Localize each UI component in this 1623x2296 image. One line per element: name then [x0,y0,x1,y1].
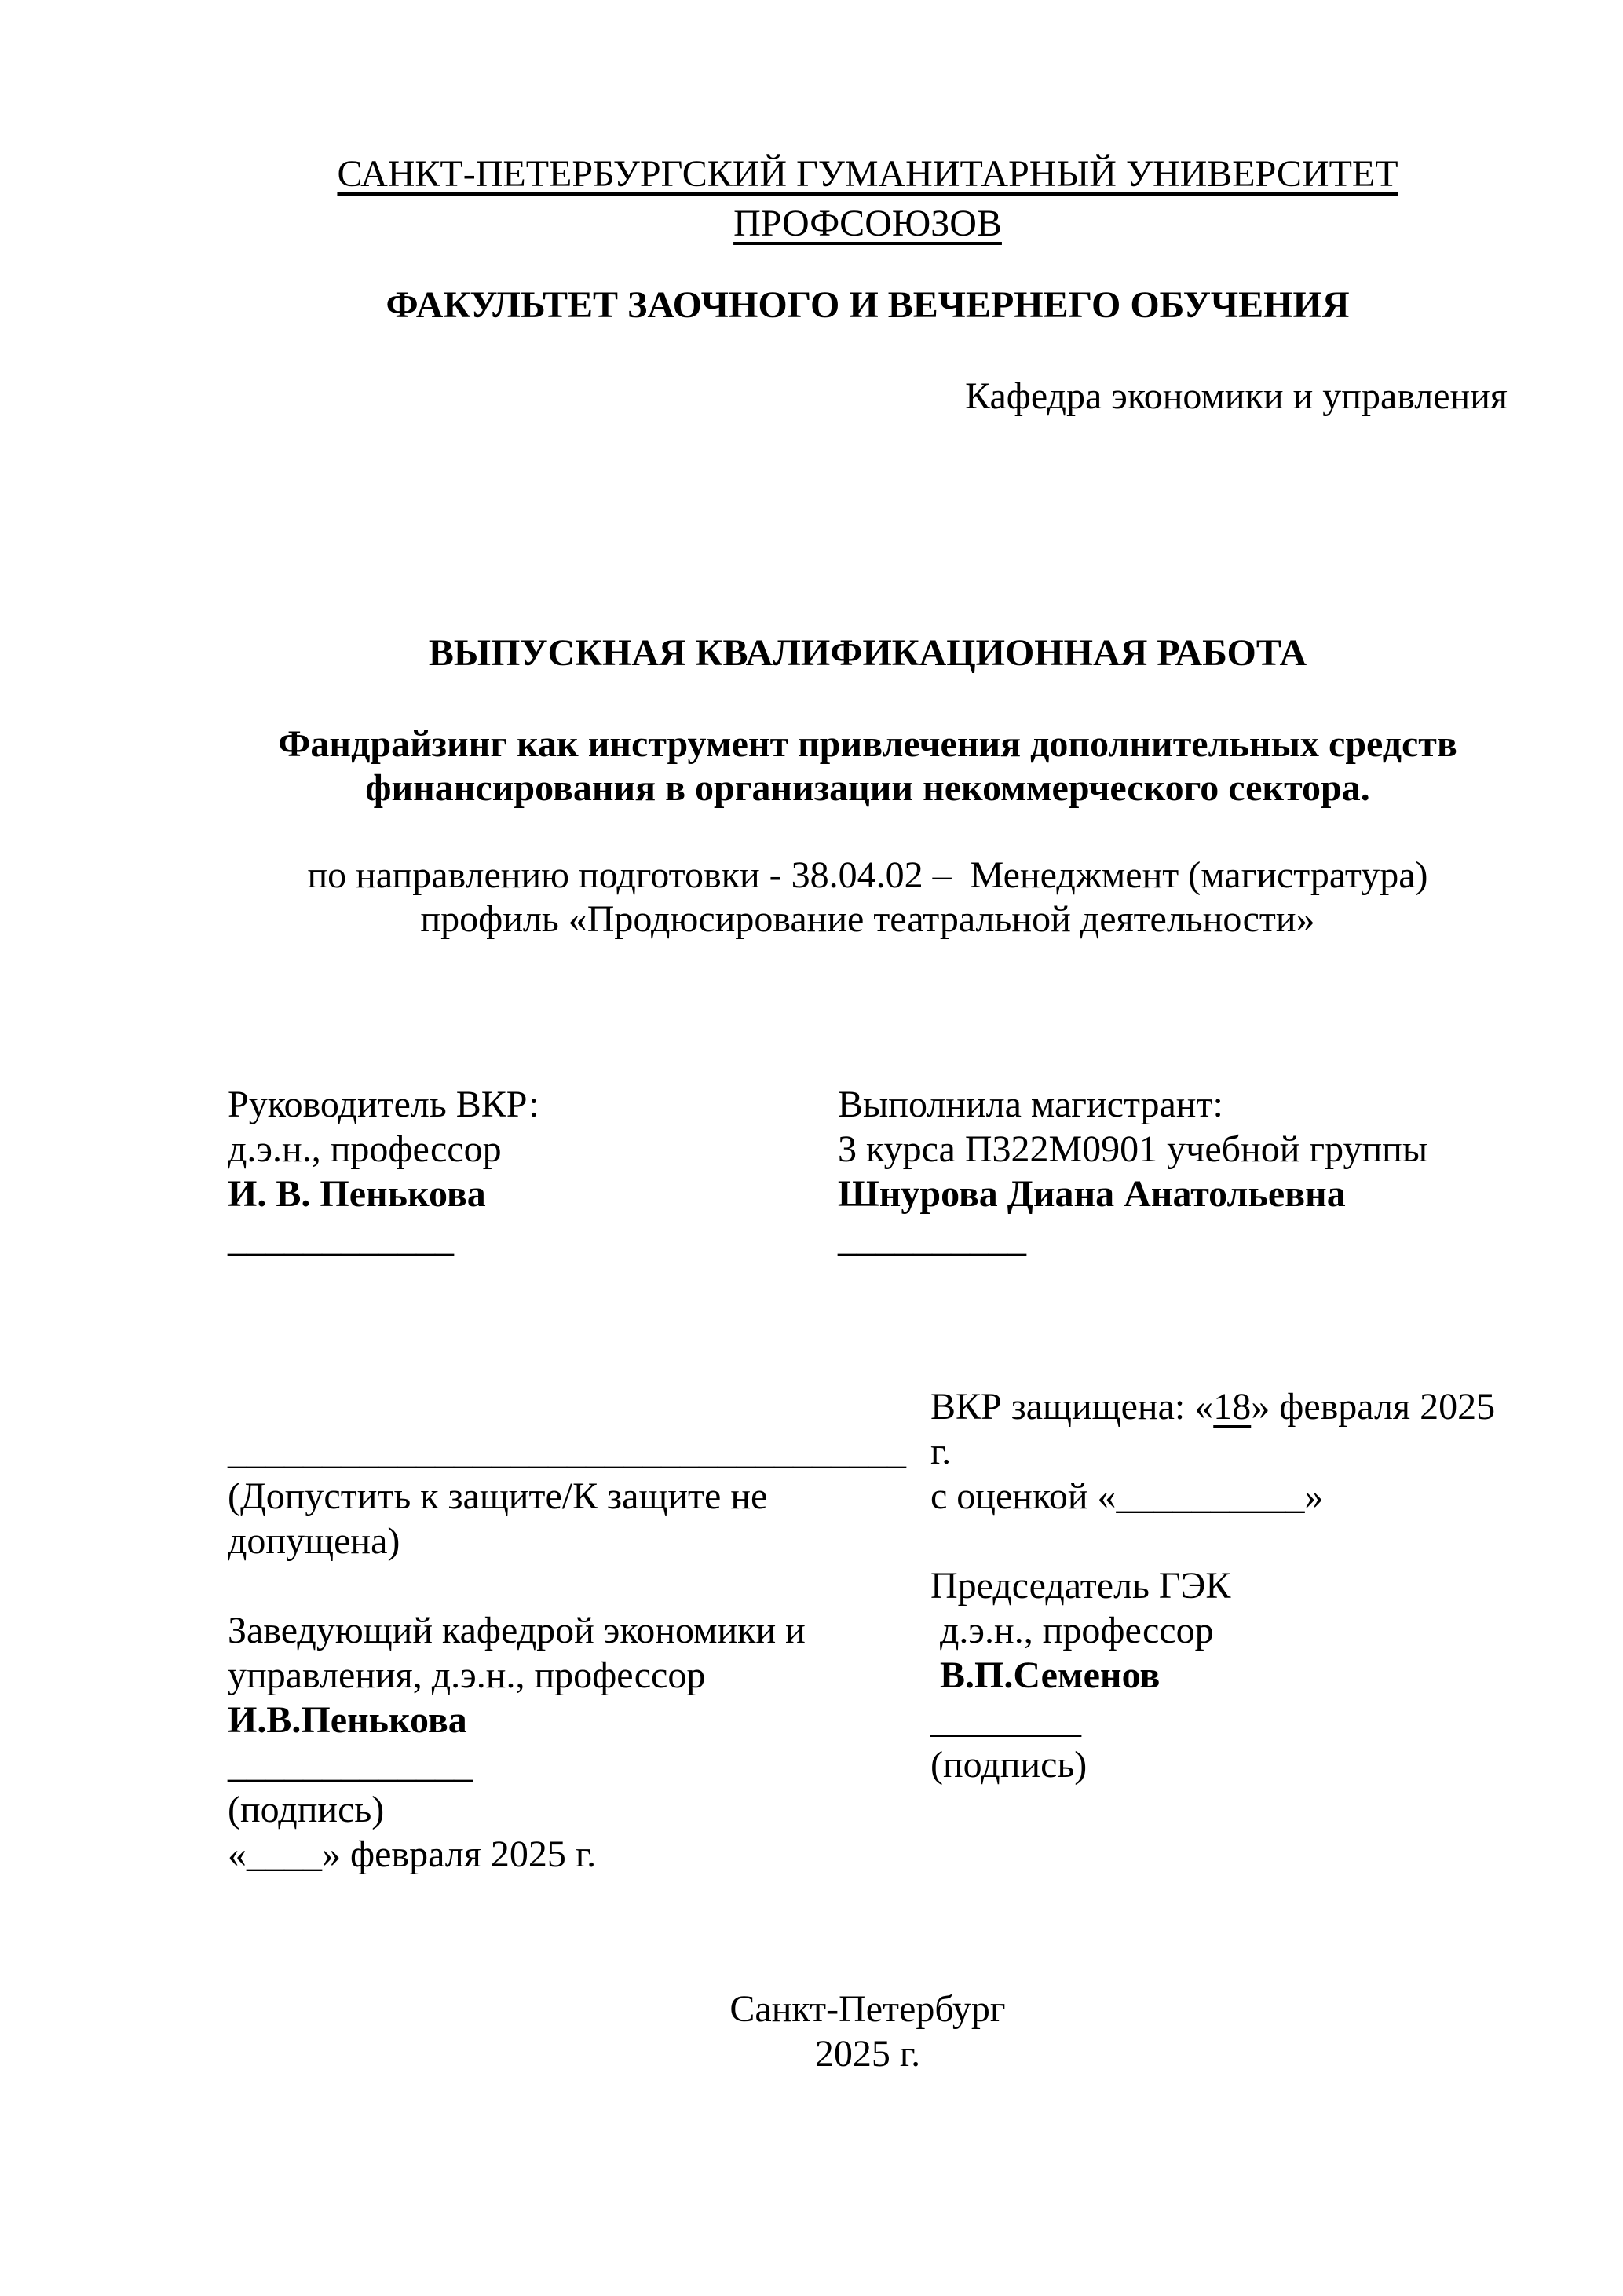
head-date-line: «____» февраля 2025 г. [228,1834,597,1875]
supervisor-name: И. В. Пенькова [228,1173,486,1215]
footer-city: Санкт-Петербург [729,1988,1006,2030]
supervisor-signature-line: ____________ [228,1218,454,1260]
head-signature-line: _____________ [228,1744,473,1786]
student-name: Шнурова Диана Анатольевна [838,1173,1346,1215]
thesis-title-line2: финансирования в организации некоммерческого сектора. [365,767,1370,809]
work-type-heading: ВЫПУСКНАЯ КВАЛИФИКАЦИОННАЯ РАБОТА [428,632,1307,674]
gec-signature-line: ________ [930,1699,1081,1741]
defense-day: 18 [1213,1386,1252,1428]
head-of-department-name: И.В.Пенькова [228,1699,467,1741]
profile-line: профиль «Продюсирование театральной деятельности» [420,898,1315,940]
program-line: по направлению подготовки - 38.04.02 – Менеджмент (магистратура) [307,854,1428,896]
head-of-department-line2: управления, д.э.н., профессор [228,1654,706,1696]
gec-chair-name: В.П.Семенов [930,1654,1161,1696]
head-signature-caption: (подпись) [228,1789,385,1830]
supervisor-label: Руководитель ВКР: [228,1084,539,1125]
admission-blank-line: ____________________________________ [228,1431,906,1472]
admission-note-line2: допущена) [228,1520,400,1562]
gec-chair-degree: д.э.н., профессор [930,1610,1214,1651]
admission-note-line1: (Допустить к защите/К защите не [228,1475,768,1517]
gec-signature-caption: (подпись) [930,1744,1087,1786]
thesis-title-line1: Фандрайзинг как инструмент привлечения дополнительных средств [278,723,1457,765]
defense-date-suffix: » февраля 2025 [1251,1386,1496,1428]
head-of-department-line1: Заведующий кафедрой экономики и [228,1610,806,1651]
student-group: 3 курса П322М0901 учебной группы [838,1128,1428,1170]
university-name-line2: ПРОФСОЮЗОВ [733,203,1002,244]
footer-year: 2025 г. [814,2033,921,2075]
supervisor-degree: д.э.н., профессор [228,1128,502,1170]
university-name-line1: САНКТ-ПЕТЕРБУРГСКИЙ ГУМАНИТАРНЫЙ УНИВЕРСИТЕТ [337,153,1398,195]
defense-grade-line: с оценкой «__________» [930,1475,1324,1517]
student-label: Выполнила магистрант: [838,1084,1223,1125]
defense-date-line [930,1384,1508,1429]
gec-chair-title: Председатель ГЭК [930,1565,1231,1607]
defense-date-prefix: ВКР защищена: « [930,1386,1214,1428]
student-signature-line: __________ [838,1218,1026,1260]
department-name: Кафедра экономики и управления [965,375,1508,417]
defense-date-wrap-line: г. [930,1431,952,1472]
faculty-name: ФАКУЛЬТЕТ ЗАОЧНОГО И ВЕЧЕРНЕГО ОБУЧЕНИЯ [386,284,1350,326]
